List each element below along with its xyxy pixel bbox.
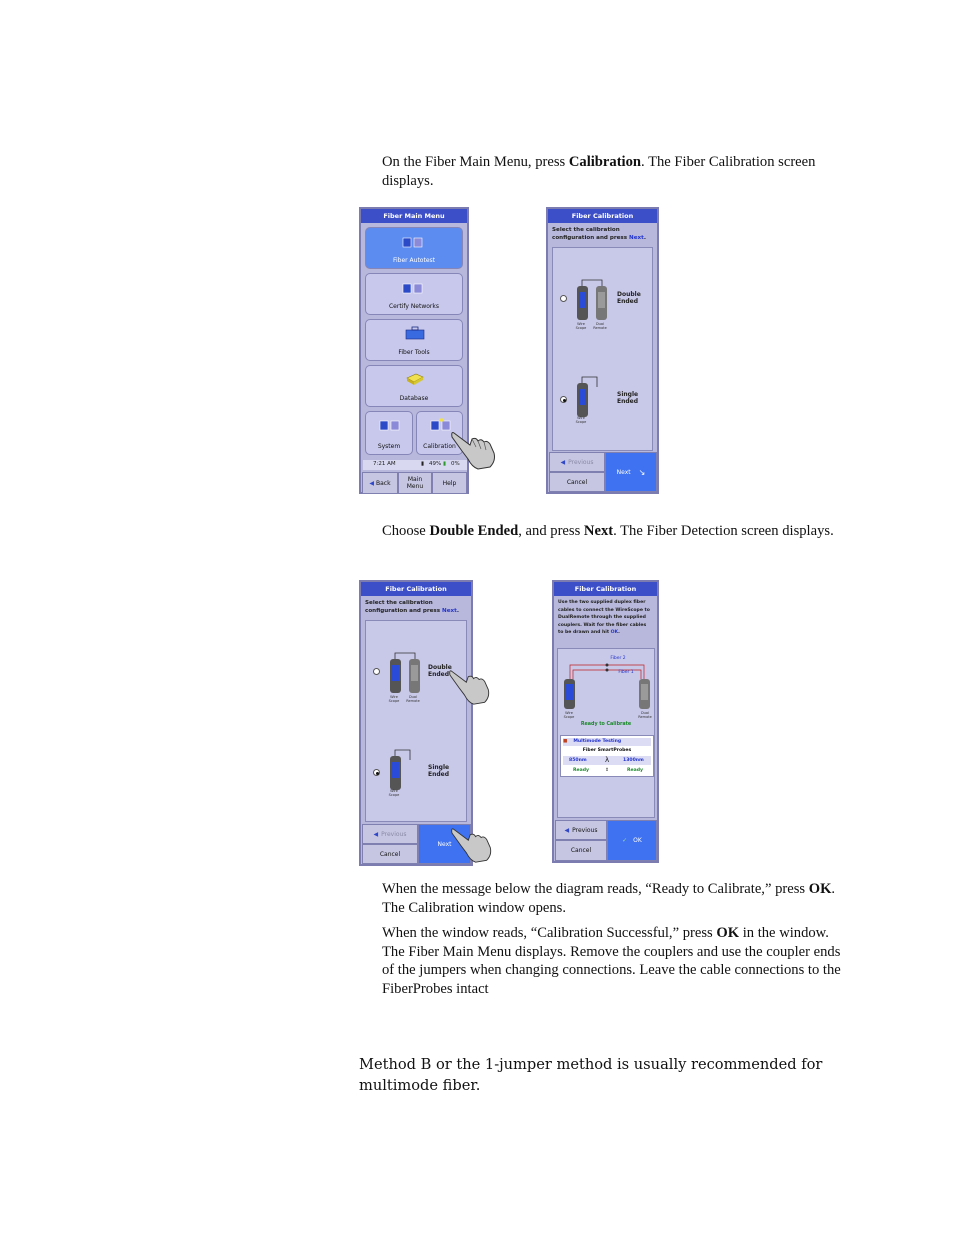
pointing-hand-icon-3 bbox=[448, 822, 496, 864]
cancel-button-3[interactable]: Cancel bbox=[555, 840, 607, 861]
cancel-button[interactable]: Cancel bbox=[549, 472, 605, 492]
fiber-calibration-screen-1 bbox=[546, 207, 659, 494]
previous-arrow-icon: ◀ bbox=[560, 458, 566, 466]
calibration-instructions: Select the calibration configuration and press Next. bbox=[552, 227, 646, 241]
tile-database[interactable]: Database bbox=[365, 365, 463, 407]
memory-icon: ▮ bbox=[443, 461, 447, 467]
tile-fiber-autotest[interactable]: Fiber Autotest bbox=[365, 227, 463, 269]
wire-scope-label-5: Wire Scope bbox=[563, 711, 575, 719]
single-ended-label: Single Ended bbox=[617, 391, 639, 405]
next-arrow-icon: ↘ bbox=[638, 467, 646, 477]
probe-right: 1300nm bbox=[623, 758, 644, 763]
calibration-options-panel bbox=[552, 247, 653, 451]
check-icon: ✓ bbox=[622, 837, 628, 844]
calibration-options-panel-2 bbox=[365, 620, 467, 822]
step-4-text: When the window reads, “Calibration Successful,” press OK in the window. The Fiber Main Menu displays. Remove the couplers and use the coupler ends of the jumpers when changing connections. Leave the cable connections to the FiberProbes intact bbox=[382, 925, 841, 997]
dual-remote-label-2: Dual Remote bbox=[406, 695, 420, 703]
next-button-2[interactable]: Next bbox=[418, 824, 471, 864]
wire-scope-label-2: Wire Scope bbox=[575, 416, 587, 424]
previous-button-3[interactable]: ◀ Previous bbox=[555, 820, 607, 840]
probes-row: Fiber SmartProbes bbox=[582, 748, 632, 753]
method-note: Method B or the 1-jumper method is usually recommended for multimode fiber. bbox=[359, 1056, 823, 1094]
help-button[interactable]: Help bbox=[432, 472, 467, 494]
status-time: 7:21 AM bbox=[373, 461, 396, 467]
detection-title: Fiber Calibration bbox=[554, 582, 657, 596]
system-icon bbox=[379, 418, 401, 432]
double-ended-label: Double Ended bbox=[617, 291, 641, 305]
fiber-2-label: Fiber 2 bbox=[610, 656, 626, 661]
previous-arrow-icon-2: ◀ bbox=[373, 830, 379, 838]
fiber-autotest-icon bbox=[402, 235, 424, 249]
pointing-hand-icon bbox=[448, 425, 500, 471]
fiber-1-label: Fiber 1 bbox=[618, 670, 634, 675]
battery-icon: ▮ bbox=[421, 461, 425, 467]
ready-row bbox=[563, 766, 651, 775]
dual-remote-label-3: Dual Remote bbox=[638, 711, 652, 719]
back-arrow-icon: ◀ bbox=[369, 479, 375, 487]
previous-button-2[interactable]: ◀ Previous bbox=[362, 824, 418, 844]
ready-right: Ready bbox=[627, 768, 644, 773]
single-ended-label-2: Single Ended bbox=[428, 764, 450, 778]
double-ended-radio-2[interactable] bbox=[373, 668, 380, 675]
wire-scope-label-3: Wire Scope bbox=[388, 695, 400, 703]
detection-diagram-panel bbox=[557, 648, 655, 818]
toolbox-icon bbox=[404, 326, 426, 340]
back-button[interactable]: ◀ Back bbox=[362, 472, 398, 494]
single-ended-radio[interactable] bbox=[560, 396, 567, 403]
status-mem: 0% bbox=[451, 461, 460, 467]
double-ended-label-2: Double Ended bbox=[428, 664, 452, 678]
probe-status-box bbox=[560, 735, 654, 777]
double-ended-radio[interactable] bbox=[560, 295, 567, 302]
database-icon bbox=[404, 372, 426, 386]
wire-scope-label: Wire Scope bbox=[575, 322, 587, 330]
tile-fiber-tools[interactable]: Fiber Tools bbox=[365, 319, 463, 361]
step-2-text: Choose Double Ended, and press Next. The Fiber Detection screen displays. bbox=[382, 523, 834, 539]
main-menu-button[interactable]: Main Menu bbox=[398, 472, 432, 494]
certify-networks-icon bbox=[402, 281, 424, 295]
calibration-title: Fiber Calibration bbox=[548, 209, 657, 223]
wavelength-row bbox=[563, 756, 651, 765]
calibration-instructions-2: Select the calibration configuration and press Next. bbox=[365, 600, 459, 614]
tile-certify-networks[interactable]: Certify Networks bbox=[365, 273, 463, 315]
previous-button[interactable]: ◀ Previous bbox=[549, 452, 605, 472]
ready-to-calibrate: Ready to Calibrate bbox=[580, 722, 632, 727]
probe-left: 850nm bbox=[569, 758, 587, 763]
single-ended-radio-2[interactable] bbox=[373, 769, 380, 776]
calibration-keyword: Calibration bbox=[568, 154, 642, 170]
dual-remote-label: Dual Remote bbox=[593, 322, 607, 330]
status-battery: 49% bbox=[429, 461, 442, 467]
detection-instructions: Use the two supplied duplex fiber cables to connect the WireScope to DualRemote through the supplied couplers. Wait for the fiber cables to be drawn and hit OK. bbox=[558, 600, 650, 635]
tile-calibration[interactable]: Calibration bbox=[416, 411, 463, 455]
swap-icon: ⇕ bbox=[605, 768, 609, 773]
pointing-hand-icon-2 bbox=[446, 664, 494, 706]
step-3-text: When the message below the diagram reads, “Ready to Calibrate,” press OK. The Calibration window opens. bbox=[382, 881, 836, 916]
step-1-text: On the Fiber Main Menu, press Calibration. The Fiber Calibration screen displays. bbox=[382, 154, 816, 189]
previous-arrow-icon-3: ◀ bbox=[564, 826, 570, 834]
next-button[interactable]: Next ↘ bbox=[605, 452, 657, 492]
calibration-title-2: Fiber Calibration bbox=[361, 582, 471, 596]
cancel-button-2[interactable]: Cancel bbox=[362, 844, 418, 864]
fiber-detection-screen bbox=[552, 580, 659, 863]
tile-system[interactable]: System bbox=[365, 411, 413, 455]
ready-left: Ready bbox=[573, 768, 590, 773]
wire-scope-label-4: Wire Scope bbox=[388, 789, 400, 797]
main-menu-title: Fiber Main Menu bbox=[361, 209, 467, 223]
ok-button[interactable]: ✓ OK bbox=[607, 820, 657, 861]
lambda-symbol: λ bbox=[605, 756, 610, 764]
mode-icon: ■ bbox=[563, 739, 568, 744]
mode-row: ■ Multimode Testing bbox=[563, 738, 651, 746]
